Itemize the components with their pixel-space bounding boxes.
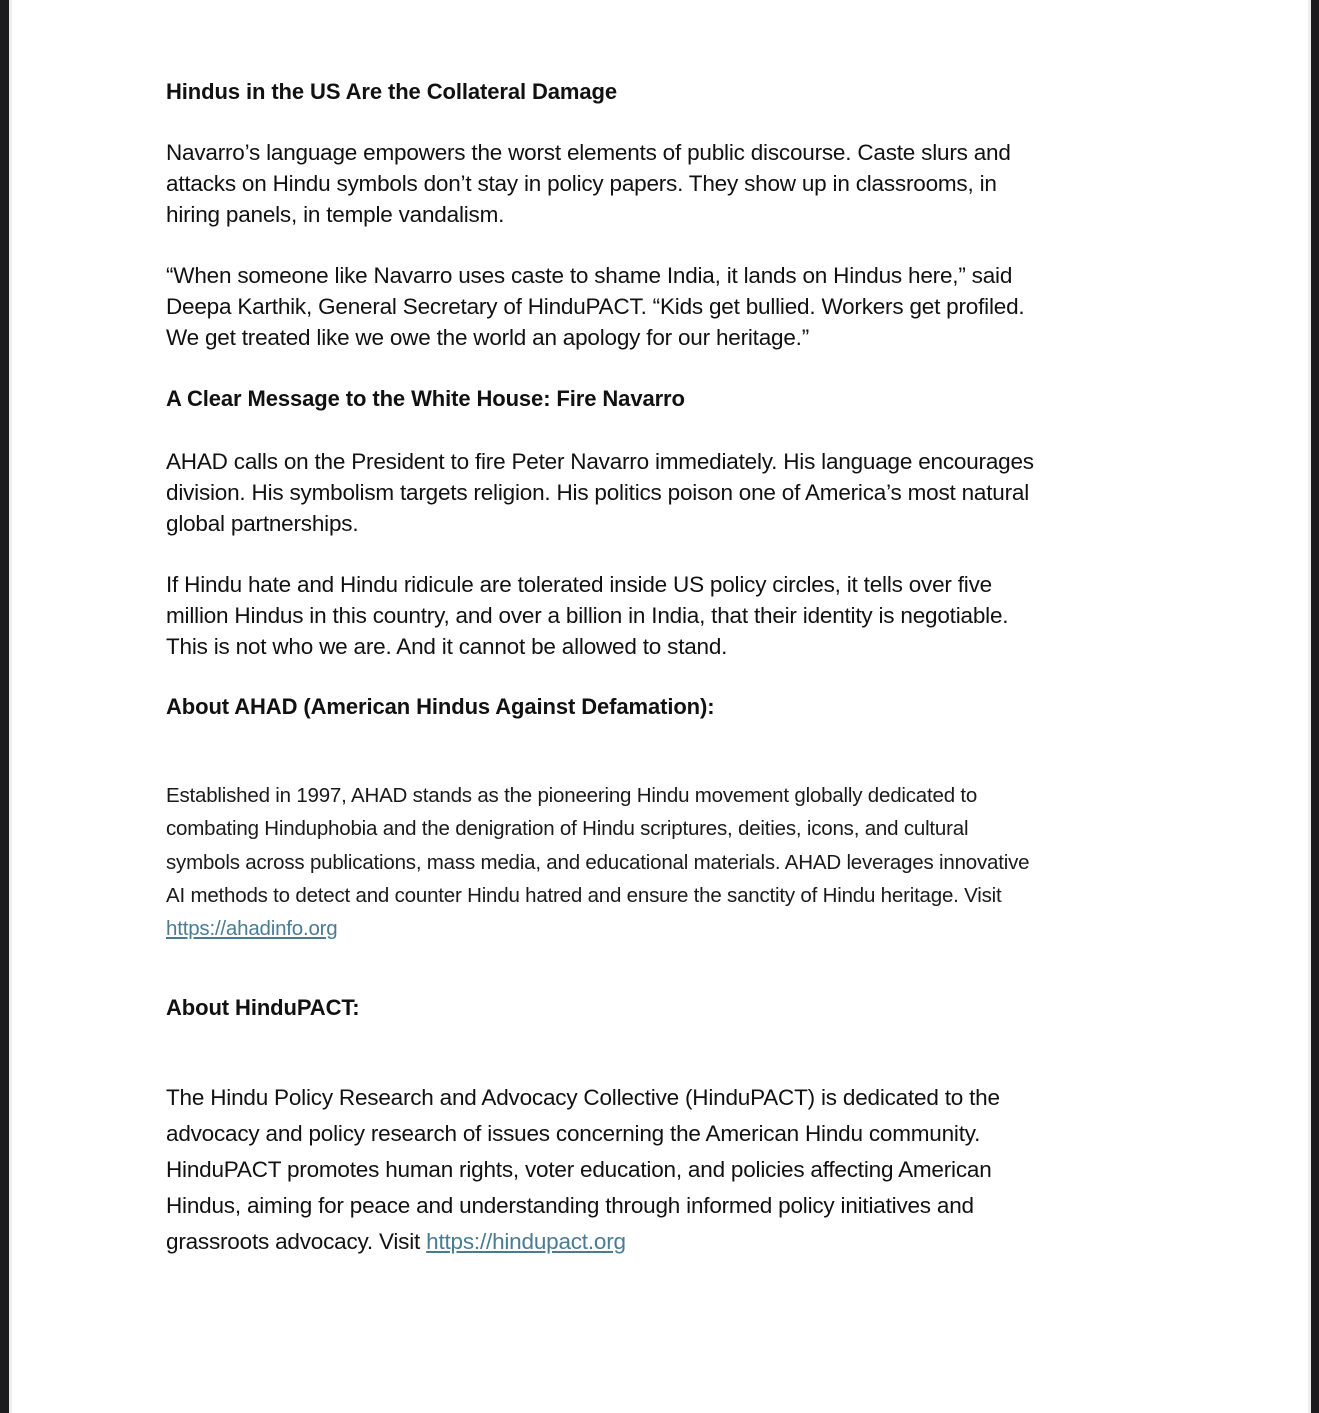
text-line: symbols across publications, mass media, and educational materials. AHAD leverages innovative <box>166 850 1030 874</box>
text-line: This is not who we are. And it cannot be allowed to stand. <box>166 634 728 659</box>
text-line: AHAD calls on the President to fire Peter Navarro immediately. His language encourages <box>166 449 1034 474</box>
about-ahad-heading: About AHAD (American Hindus Against Defamation): <box>166 694 715 719</box>
text-line: The Hindu Policy Research and Advocacy Collective (HinduPACT) is dedicated to the <box>166 1085 1000 1110</box>
text-line: hiring panels, in temple vandalism. <box>166 202 505 227</box>
text-line: “When someone like Navarro uses caste to shame India, it lands on Hindus here,” said <box>166 263 1013 288</box>
section-heading-collateral-damage: Hindus in the US Are the Collateral Damage <box>166 79 617 104</box>
text-line: HinduPACT promotes human rights, voter education, and policies affecting American <box>166 1157 992 1182</box>
paragraph-karthik-quote <box>166 260 1024 353</box>
section-heading-fire-navarro: A Clear Message to the White House: Fire Navarro <box>166 386 685 411</box>
about-ahad-paragraph <box>166 779 1029 945</box>
text-line: AI methods to detect and counter Hindu hatred and ensure the sanctity of Hindu heritage. Visit <box>166 883 1002 907</box>
ahad-website-link[interactable]: https://ahadinfo.org <box>166 917 338 941</box>
text-line: Deepa Karthik, General Secretary of HinduPACT. “Kids get bullied. Workers get profiled. <box>166 294 1025 319</box>
text-line: division. His symbolism targets religion. His politics poison one of America’s most natural <box>166 480 1029 505</box>
text-line: Established in 1997, AHAD stands as the pioneering Hindu movement globally dedicated to <box>166 784 978 807</box>
paragraph-ahad-calls <box>166 446 1034 539</box>
about-hindupact-heading: About HinduPACT: <box>166 995 360 1020</box>
text-line: If Hindu hate and Hindu ridicule are tolerated inside US policy circles, it tells over five <box>166 572 992 597</box>
text-line: Hindus, aiming for peace and understanding through informed policy initiatives and <box>166 1193 974 1218</box>
text-line: advocacy and policy research of issues concerning the American Hindu community. <box>166 1121 981 1146</box>
about-hindupact-paragraph <box>166 1080 1000 1260</box>
hindupact-website-link[interactable]: https://hindupact.org <box>426 1229 626 1254</box>
paragraph-hindu-hate <box>166 569 1008 662</box>
text-line: Navarro’s language empowers the worst elements of public discourse. Caste slurs and <box>166 140 1011 165</box>
text-line: combating Hinduphobia and the denigration of Hindu scriptures, deities, icons, and cultural <box>166 817 969 841</box>
text-line: attacks on Hindu symbols don’t stay in policy papers. They show up in classrooms, in <box>166 171 997 196</box>
text-line: global partnerships. <box>166 511 359 536</box>
document-page <box>9 0 1311 1413</box>
text-line: million Hindus in this country, and over a billion in India, that their identity is negotiable. <box>166 603 1009 628</box>
paragraph-navarro-language <box>166 137 1011 230</box>
text-line: grassroots advocacy. Visit <box>166 1229 427 1254</box>
text-line: We get treated like we owe the world an apology for our heritage.” <box>166 325 810 350</box>
